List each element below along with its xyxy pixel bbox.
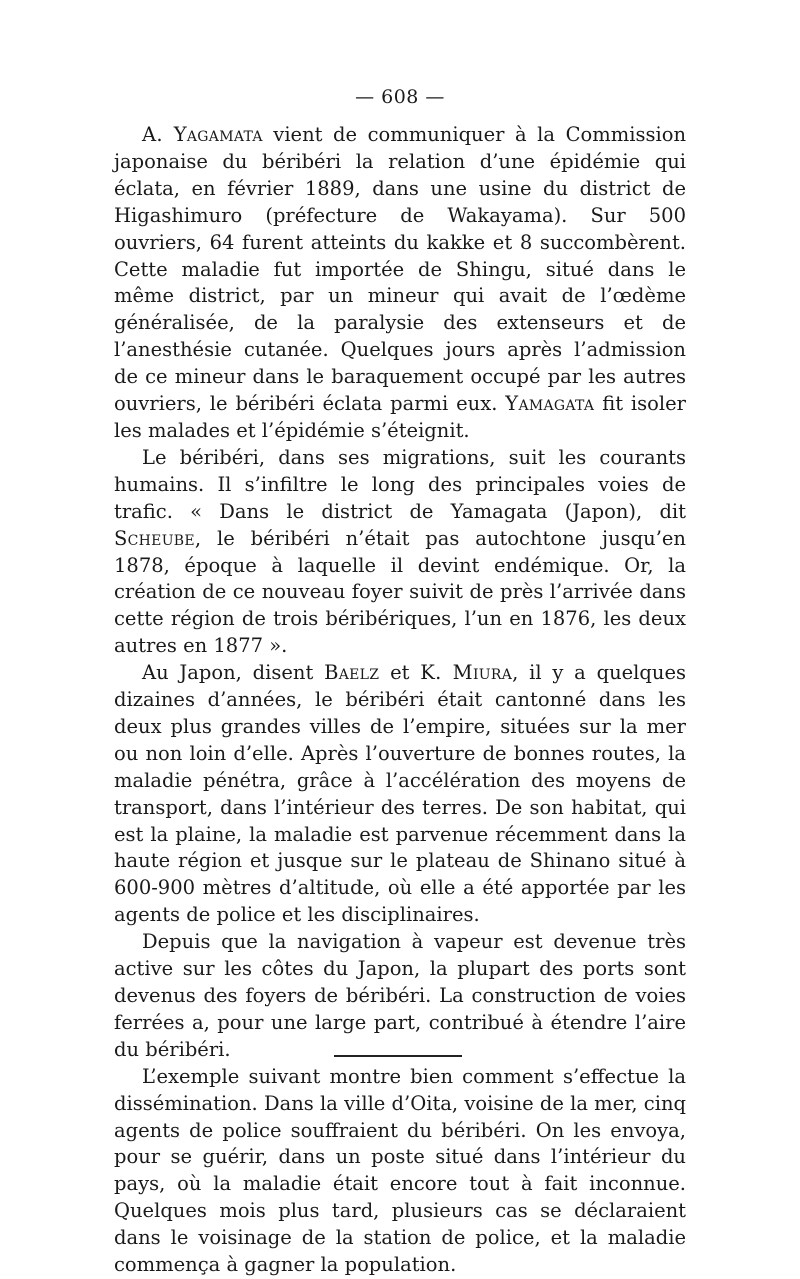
author-name-yagamata: A. Yagamata xyxy=(142,123,263,146)
author-name-baelz: Baelz xyxy=(324,661,380,685)
paragraph-3-text-end: , il y a quelques dizaines d’années, le béribéri était cantonné dans les deux plus grandes villes de l’empire, situées sur la mer ou non loin d’elle. Après l’ouverture de bonnes routes, la maladie pénétra, grâce à l’accélération des moyens de transport, dans l’intérieur des terres. De son habitat, qui est la plaine, la maladie est parvenue récemment dans la haute région et jusque sur le plateau de Shinano situé à 600-900 mètres d’altitude, où elle a été apportée par les agents de police et les disciplinaires. xyxy=(114,661,687,927)
body-text xyxy=(114,122,686,1279)
page-number: — 608 — xyxy=(355,86,445,108)
author-name-scheube: Scheube xyxy=(114,526,195,550)
paragraph-3 xyxy=(114,660,686,929)
paragraph-3-text: Au Japon, disent xyxy=(142,661,325,685)
paragraph-3-conjunction: et xyxy=(379,661,421,685)
paragraph-2-text: Le béribéri, dans ses migrations, suit les courants humains. Il s’infiltre le long des principales voies de trafic. « Dans le district de Yamagata (Japon), dit xyxy=(114,445,686,523)
paragraph-1-text-end: fit isoler les malades et l’épidémie s’éteignit. xyxy=(114,392,686,442)
paragraph-1 xyxy=(114,122,686,445)
paragraph-2 xyxy=(114,445,686,660)
section-divider xyxy=(334,1055,462,1057)
paragraph-2-text-end: , le béribéri n’était pas autochtone jusqu’en 1878, époque à laquelle il devint endémique. Or, la création de ce nouveau foyer suivit de près l’arrivée dans cette région de trois béribériques, l’un en 1876, les deux autres en 1877 ». xyxy=(114,526,686,658)
paragraph-4: Depuis que la navigation à vapeur est devenue très active sur les côtes du Japon, la plupart des ports sont devenus des foyers de béribéri. La construction de voies ferrées a, pour une large part, contribué à étendre l’aire du béribéri. xyxy=(114,930,686,1061)
paragraph-5: L’exemple suivant montre bien comment s’effectue la dissémination. Dans la ville d’Oita, voisine de la mer, cinq agents de police souffraient du béribéri. On les envoya, pour se guérir, dans un poste situé dans l’intérieur du pays, où la maladie était encore tout à fait inconnue. Quelques mois plus tard, plusieurs cas se déclaraient dans le voisinage de la station de police, et la maladie commença à gagner la population. xyxy=(114,1064,686,1277)
author-name-miura: K. Miura xyxy=(420,661,513,685)
paragraph-1-text: vient de communiquer à la Commission japonaise du béribéri la relation d’une épidémie qui éclata, en février 1889, dans une usine du district de Higashimuro (préfecture de Wakayama). Sur 500 ouvriers, 64 furent atteints du kakke et 8 succombèrent. Cette maladie fut importée de Shingu, situé dans le même district, par un mineur qui avait de l’œdème généralisée, de la paralysie des extenseurs et de l’anesthésie cutanée. Quelques jours après l’admission de ce mineur dans le baraquement occupé par les autres ouvriers, le béribéri éclata parmi eux. xyxy=(114,123,687,416)
author-name-yamagata: Yamagata xyxy=(505,392,595,416)
